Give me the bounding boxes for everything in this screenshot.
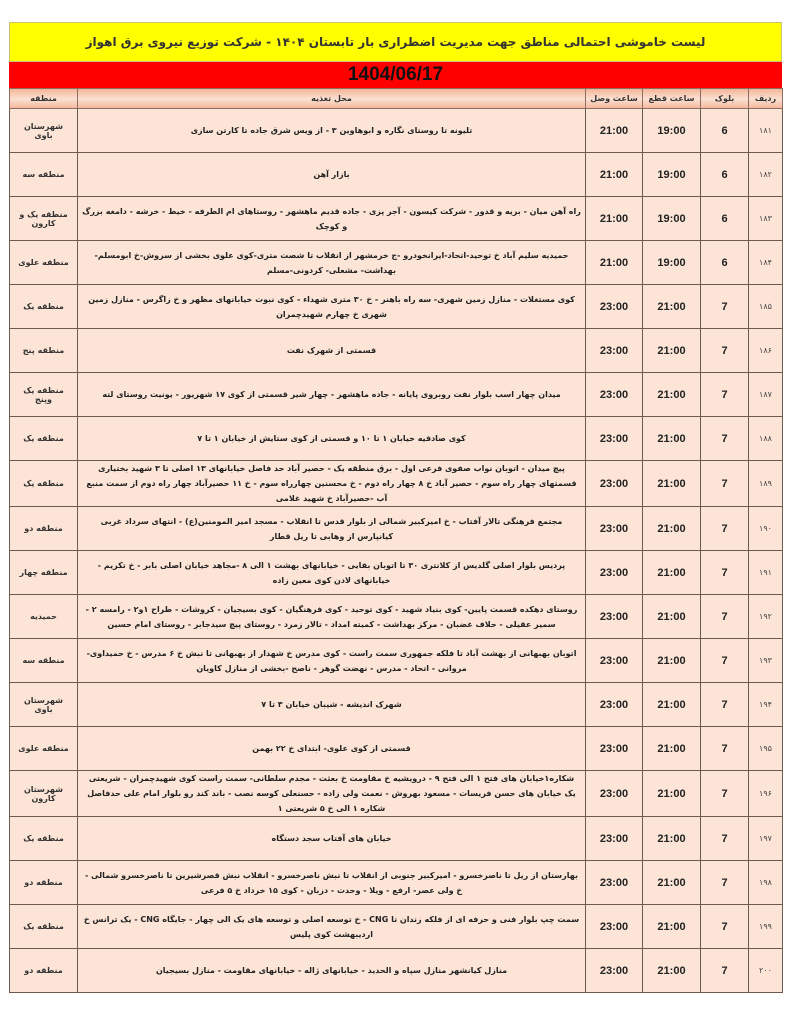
row-cut-time: 21:00 (643, 417, 701, 461)
row-index: ۱۸۷ (749, 373, 783, 417)
row-zone: منطقه دو (10, 949, 78, 993)
row-cut-time: 21:00 (643, 905, 701, 949)
row-location: منازل کیانشهر منازل سپاه و الحدید - خیابانهای ژاله - خیابانهای مقاومت - منازل بسیجیان (78, 949, 586, 993)
row-zone: منطقه پنج (10, 329, 78, 373)
row-zone: شهرستان باوی (10, 109, 78, 153)
row-block: 7 (701, 507, 749, 551)
row-zone: منطقه چهار (10, 551, 78, 595)
document-title: لیست خاموشی احتمالی مناطق جهت مدیریت اضطراری بار تابستان ۱۴۰۴ - شرکت توزیع نیروی برق اهواز (9, 22, 782, 62)
row-block: 7 (701, 727, 749, 771)
row-cut-time: 21:00 (643, 329, 701, 373)
row-restore-time: 21:00 (586, 241, 643, 285)
row-location: مجتمع فرهنگی تالار آفتاب - خ امیرکبیر شمالی از بلوار قدس تا انقلاب - مسجد امیر المومنین(ع) - انتهای سرداد غربی کیانپارس از وهابی تا ریل قطار (78, 507, 586, 551)
table-row (10, 109, 783, 153)
row-restore-time: 23:00 (586, 595, 643, 639)
header-index: ردیف (749, 89, 783, 109)
table-row (10, 771, 783, 817)
row-cut-time: 19:00 (643, 109, 701, 153)
table-row (10, 639, 783, 683)
row-cut-time: 21:00 (643, 817, 701, 861)
row-index: ۱۹۷ (749, 817, 783, 861)
row-cut-time: 21:00 (643, 595, 701, 639)
row-cut-time: 21:00 (643, 285, 701, 329)
row-restore-time: 23:00 (586, 507, 643, 551)
row-index: ۱۸۱ (749, 109, 783, 153)
row-index: ۱۹۰ (749, 507, 783, 551)
row-index: ۱۹۸ (749, 861, 783, 905)
row-location: راه آهن میان - بریه و قدور - شرکت کیسون - آجر پزی - جاده قدیم ماهشهر - روستاهای ام الطرفه - خیط - خرشه - دامغه بزرگ و کوچک (78, 197, 586, 241)
table-row (10, 197, 783, 241)
table-row (10, 861, 783, 905)
row-zone: منطقه یک (10, 417, 78, 461)
row-restore-time: 23:00 (586, 905, 643, 949)
row-index: ۱۸۳ (749, 197, 783, 241)
row-block: 7 (701, 949, 749, 993)
row-block: 7 (701, 329, 749, 373)
row-zone: منطقه یک (10, 817, 78, 861)
row-location: کوی صادقیه خیابان ۱ تا ۱۰ و قسمتی از کوی ستایش از خیابان ۱ تا ۷ (78, 417, 586, 461)
schedule-date: 1404/06/17 (9, 62, 782, 88)
row-block: 7 (701, 595, 749, 639)
table-row (10, 241, 783, 285)
row-block: 7 (701, 683, 749, 727)
row-restore-time: 21:00 (586, 153, 643, 197)
row-index: ۱۸۶ (749, 329, 783, 373)
row-block: 7 (701, 861, 749, 905)
row-cut-time: 19:00 (643, 241, 701, 285)
row-zone: شهرستان کارون (10, 771, 78, 817)
row-cut-time: 21:00 (643, 639, 701, 683)
row-zone: منطقه دو (10, 507, 78, 551)
row-restore-time: 23:00 (586, 285, 643, 329)
row-location: پیچ میدان - اتوبان نواب صفوی فرعی اول - برق منطقه یک - حصیر آباد حد فاصل خیابانهای ۱۳ اصلی تا ۳ شهید بختیاری قسمتهای چهار راه سوم - حصیر آباد خ ۸ چهار راه دوم - خ محسنین چهارراه سوم - خ ۱۱ حصیرآباد چهار راه دوم از سمت منبع آب -حصیرآباد خ شهید غلامی (78, 461, 586, 507)
row-location: شکاره۱خیابان های فتح ۱ الی فتح ۹ - درویشیه خ مقاومت خ بعثت - مجدم سلطانی- سمت راست کوی شهیدچمران - شریعتی یک خیابان های حسن فریسات - مسعود بهروش - نعمت ولی زاده - حسنعلی کوسه نصب - باند کند رو بلوار امام علی حدفاصل شکاره ۱ الی خ ۵ شریعتی ۱ (78, 771, 586, 817)
table-row (10, 417, 783, 461)
table-row (10, 817, 783, 861)
row-zone: منطقه یک (10, 461, 78, 507)
row-restore-time: 23:00 (586, 639, 643, 683)
row-restore-time: 21:00 (586, 109, 643, 153)
row-location: خیابان های آفتاب سجد دستگاه (78, 817, 586, 861)
row-location: شهرک اندیشه - شیبان خیابان ۳ تا ۷ (78, 683, 586, 727)
row-index: ۱۸۸ (749, 417, 783, 461)
outage-schedule-sheet (9, 22, 782, 993)
row-zone: منطقه یک وپنج (10, 373, 78, 417)
header-cut-time: ساعت قطع (643, 89, 701, 109)
row-block: 6 (701, 153, 749, 197)
row-index: ۱۹۳ (749, 639, 783, 683)
row-index: ۱۹۲ (749, 595, 783, 639)
header-location: محل تغذیه (78, 89, 586, 109)
row-block: 7 (701, 771, 749, 817)
row-cut-time: 21:00 (643, 861, 701, 905)
row-location: قسمتی از کوی علوی- ابتدای خ ۲۲ بهمن (78, 727, 586, 771)
table-row (10, 595, 783, 639)
row-cut-time: 21:00 (643, 771, 701, 817)
row-cut-time: 21:00 (643, 949, 701, 993)
row-index: ۱۹۵ (749, 727, 783, 771)
row-restore-time: 23:00 (586, 373, 643, 417)
row-index: ۲۰۰ (749, 949, 783, 993)
row-cut-time: 21:00 (643, 683, 701, 727)
table-row (10, 373, 783, 417)
row-restore-time: 23:00 (586, 461, 643, 507)
row-restore-time: 23:00 (586, 817, 643, 861)
row-block: 7 (701, 285, 749, 329)
row-location: تلیونه تا روستای نگاره و ابوهاوین ۳ - از ویس شرق جاده تا کارتن سازی (78, 109, 586, 153)
row-index: ۱۹۹ (749, 905, 783, 949)
outage-table (9, 88, 783, 993)
row-location: پردیس بلوار اصلی گلدیس از کلانتری ۳۰ تا اتوبان بقایی - خیابانهای بهشت ۱ الی ۸ -مجاهد خیابان اصلی بابر - خ تکریم - خیابانهای لادن کوی معین زاده (78, 551, 586, 595)
row-zone: منطقه سه (10, 153, 78, 197)
row-index: ۱۹۴ (749, 683, 783, 727)
row-block: 6 (701, 197, 749, 241)
row-cut-time: 21:00 (643, 507, 701, 551)
row-restore-time: 23:00 (586, 551, 643, 595)
row-zone: منطقه علوی (10, 727, 78, 771)
row-location: کوی مستغلات - منازل زمین شهری- سه راه باهنر - خ ۳۰ متری شهداء - کوی نبوت خیابانهای مظهر و خ زاگرس - منازل زمین شهری خ چهارم شهیدچمران (78, 285, 586, 329)
row-index: ۱۸۹ (749, 461, 783, 507)
row-restore-time: 23:00 (586, 861, 643, 905)
row-location: بهارستان از ریل تا ناصرخسرو - امیرکبیر جنوبی از انقلاب تا نبش ناصرخسرو - انقلاب نبش قصرشیرین تا ناصرخسرو شمالی - خ ولی عصر- ارفع - ویلا - وحدت - دزبان - کوی ۱۵ خرداد خ ۵ فرعی (78, 861, 586, 905)
table-row (10, 683, 783, 727)
row-restore-time: 21:00 (586, 197, 643, 241)
row-block: 7 (701, 817, 749, 861)
row-location: سمت چپ بلوار فنی و حرفه ای از فلکه زندان تا CNG - خ توسعه اصلی و توسعه های یک الی چهار - جایگاه CNG - یک ترانس خ اردیبهشت کوی پلیس (78, 905, 586, 949)
row-block: 7 (701, 551, 749, 595)
row-restore-time: 23:00 (586, 417, 643, 461)
table-row (10, 329, 783, 373)
table-row (10, 285, 783, 329)
row-block: 6 (701, 241, 749, 285)
row-index: ۱۹۱ (749, 551, 783, 595)
row-zone: منطقه یک و کارون (10, 197, 78, 241)
row-cut-time: 19:00 (643, 153, 701, 197)
row-index: ۱۸۲ (749, 153, 783, 197)
row-cut-time: 21:00 (643, 727, 701, 771)
row-restore-time: 23:00 (586, 949, 643, 993)
row-zone: منطقه سه (10, 639, 78, 683)
table-row (10, 905, 783, 949)
row-location: میدان چهار اسب بلوار نفت روبروی پایانه - جاده ماهشهر - چهار شیر قسمتی از کوی ۱۷ شهریور - یونیت روستای لته (78, 373, 586, 417)
row-zone: منطقه یک (10, 905, 78, 949)
table-row (10, 507, 783, 551)
table-row (10, 727, 783, 771)
table-row (10, 551, 783, 595)
row-location: حمیدیه سلیم آباد خ توحید-اتحاد-ایرانخودرو -ج خرمشهر از انقلاب تا شصت متری-کوی علوی بخشی از سروش-خ ابومسلم- بهداشت- مشعلی- کردونی-مسلم (78, 241, 586, 285)
row-zone: منطقه یک (10, 285, 78, 329)
row-location: قسمتی از شهرک نفت (78, 329, 586, 373)
row-block: 7 (701, 905, 749, 949)
header-block: بلوک (701, 89, 749, 109)
row-zone: منطقه علوی (10, 241, 78, 285)
row-restore-time: 23:00 (586, 683, 643, 727)
row-index: ۱۹۶ (749, 771, 783, 817)
table-row (10, 153, 783, 197)
row-cut-time: 21:00 (643, 461, 701, 507)
table-row (10, 949, 783, 993)
row-block: 7 (701, 639, 749, 683)
row-index: ۱۸۴ (749, 241, 783, 285)
row-index: ۱۸۵ (749, 285, 783, 329)
row-restore-time: 23:00 (586, 727, 643, 771)
row-zone: حمیدیه (10, 595, 78, 639)
row-restore-time: 23:00 (586, 329, 643, 373)
row-location: اتوبان بهبهانی از بهشت آباد تا فلکه جمهوری سمت راست - کوی مدرس خ شهدار از بهبهانی تا نبش خ ۶ مدرس - خ حمیداوی- مروانی - اتحاد - مدرس - نهضت گوهر - ناصح -بخشی از منازل کاویان (78, 639, 586, 683)
row-zone: منطقه دو (10, 861, 78, 905)
row-restore-time: 23:00 (586, 771, 643, 817)
row-location: روستای دهکده قسمت پایین- کوی بنیاد شهید - کوی توحید - کوی فرهنگیان - کوی بسیجیان - کروشات - طراح ۱و۲ - رامسه ۲ - سمیر عقیلی - حلاف غضبان - مرکز بهداشت - کمیته امداد - تالار زمرد - روستای پیچ سیدجابر - روستای امام حسین (78, 595, 586, 639)
table-body (10, 109, 783, 993)
row-block: 6 (701, 109, 749, 153)
row-zone: شهرستان باوی (10, 683, 78, 727)
row-location: بازار آهن (78, 153, 586, 197)
row-block: 7 (701, 417, 749, 461)
table-header-row (10, 89, 783, 109)
table-row (10, 461, 783, 507)
row-cut-time: 21:00 (643, 373, 701, 417)
row-cut-time: 19:00 (643, 197, 701, 241)
row-block: 7 (701, 461, 749, 507)
header-zone: منطقه (10, 89, 78, 109)
header-restore-time: ساعت وصل (586, 89, 643, 109)
row-cut-time: 21:00 (643, 551, 701, 595)
row-block: 7 (701, 373, 749, 417)
